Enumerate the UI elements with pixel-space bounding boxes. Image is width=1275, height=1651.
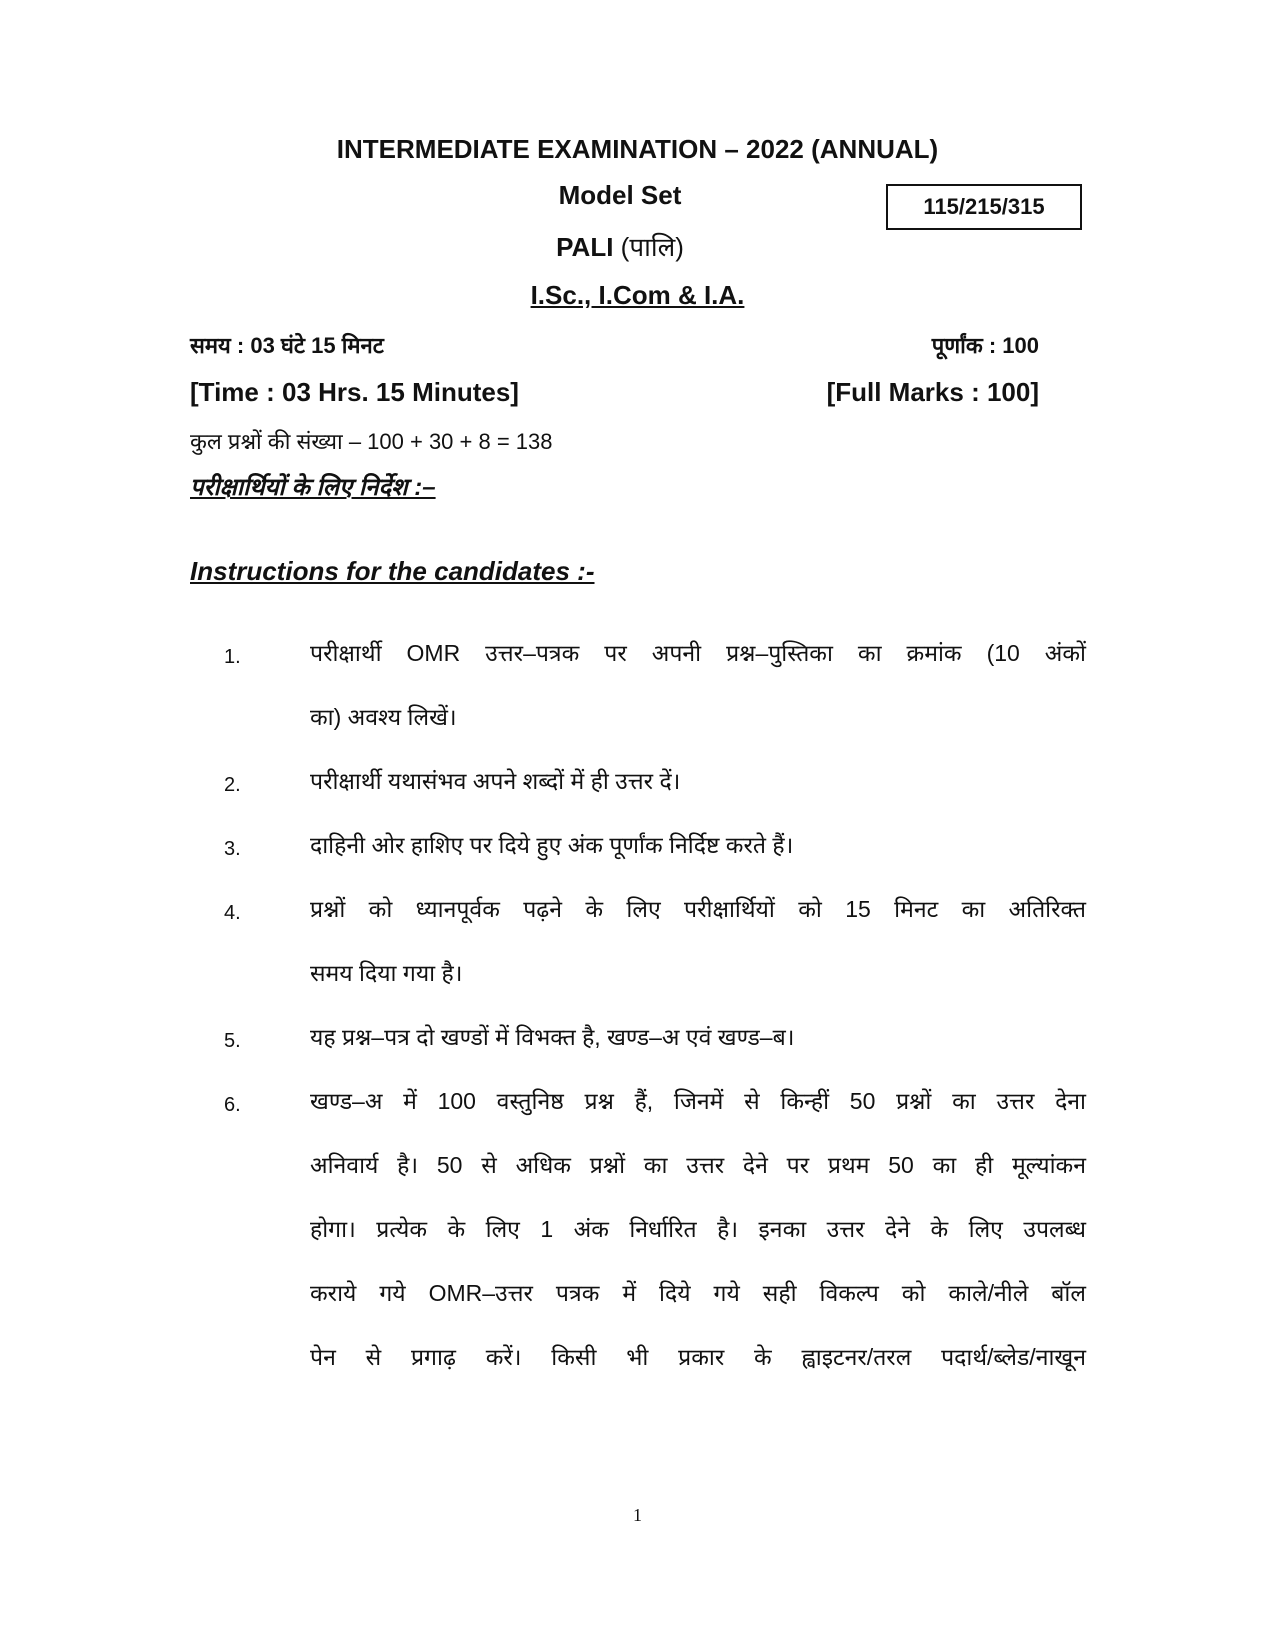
instruction-number: 2.: [224, 774, 241, 796]
subject-name-en: PALI: [556, 232, 614, 262]
instruction-line: का) अवश्य लिखें।: [310, 704, 457, 730]
streams-heading: I.Sc., I.Com & I.A.: [530, 280, 745, 310]
page-number: 1: [633, 1505, 642, 1525]
instruction-line: समय दिया गया है।: [310, 960, 463, 986]
total-questions: कुल प्रश्नों की संख्या – 100 + 30 + 8 = 138: [190, 429, 553, 454]
model-set-label: Model Set: [558, 180, 682, 210]
instructions-heading-hindi: परीक्षार्थियों के लिए निर्देश :–: [190, 474, 436, 501]
time-english: [Time : 03 Hrs. 15 Minutes]: [190, 377, 519, 407]
instruction-number: 3.: [224, 838, 241, 860]
instructions-heading-english: Instructions for the candidates :-: [190, 556, 595, 586]
instruction-line: परीक्षार्थी यथासंभव अपने शब्दों में ही उत्तर दें।: [310, 768, 681, 794]
instruction-line: दाहिनी ओर हाशिए पर दिये हुए अंक पूर्णांक निर्दिष्ट करते हैं।: [310, 832, 794, 858]
full-marks-hindi: पूर्णांक : 100: [931, 333, 1039, 358]
instruction-line: पेन से प्रगाढ़ करें। किसी भी प्रकार के ह्वाइटनर/तरल पदार्थ/ब्लेड/नाखून: [310, 1344, 1086, 1370]
instruction-line: होगा। प्रत्येक के लिए 1 अंक निर्धारित है। इनका उत्तर देने के लिए उपलब्ध: [310, 1216, 1086, 1242]
instruction-line: यह प्रश्न–पत्र दो खण्डों में विभक्त है, खण्ड–अ एवं खण्ड–ब।: [310, 1024, 795, 1050]
instruction-number: 4.: [224, 902, 241, 924]
instruction-line: अनिवार्य है। 50 से अधिक प्रश्नों का उत्तर देने पर प्रथम 50 का ही मूल्यांकन: [310, 1152, 1086, 1178]
instruction-number: 5.: [224, 1030, 241, 1052]
exam-title: INTERMEDIATE EXAMINATION – 2022 (ANNUAL): [336, 134, 939, 164]
instruction-number: 1.: [224, 646, 241, 668]
instruction-line: कराये गये OMR–उत्तर पत्रक में दिये गये सही विकल्प को काले/नीले बॉल: [310, 1280, 1086, 1306]
instruction-number: 6.: [224, 1094, 241, 1116]
instruction-line: खण्ड–अ में 100 वस्तुनिष्ठ प्रश्न हैं, जिनमें से किन्हीं 50 प्रश्नों का उत्तर देना: [310, 1088, 1086, 1114]
time-hindi: समय : 03 घंटे 15 मिनट: [190, 333, 384, 358]
subject-code-box: [886, 184, 1082, 230]
instruction-line: परीक्षार्थी OMR उत्तर–पत्रक पर अपनी प्रश्न–पुस्तिका का क्रमांक (10 अंकों: [310, 640, 1086, 666]
subject-name-hi: (पालि): [620, 232, 684, 262]
full-marks-english: [Full Marks : 100]: [826, 377, 1039, 407]
instruction-line: प्रश्नों को ध्यानपूर्वक पढ़ने के लिए परीक्षार्थियों को 15 मिनट का अतिरिक्त: [310, 896, 1086, 922]
subject-code: 115/215/315: [923, 194, 1045, 219]
subject-title: [480, 228, 760, 264]
